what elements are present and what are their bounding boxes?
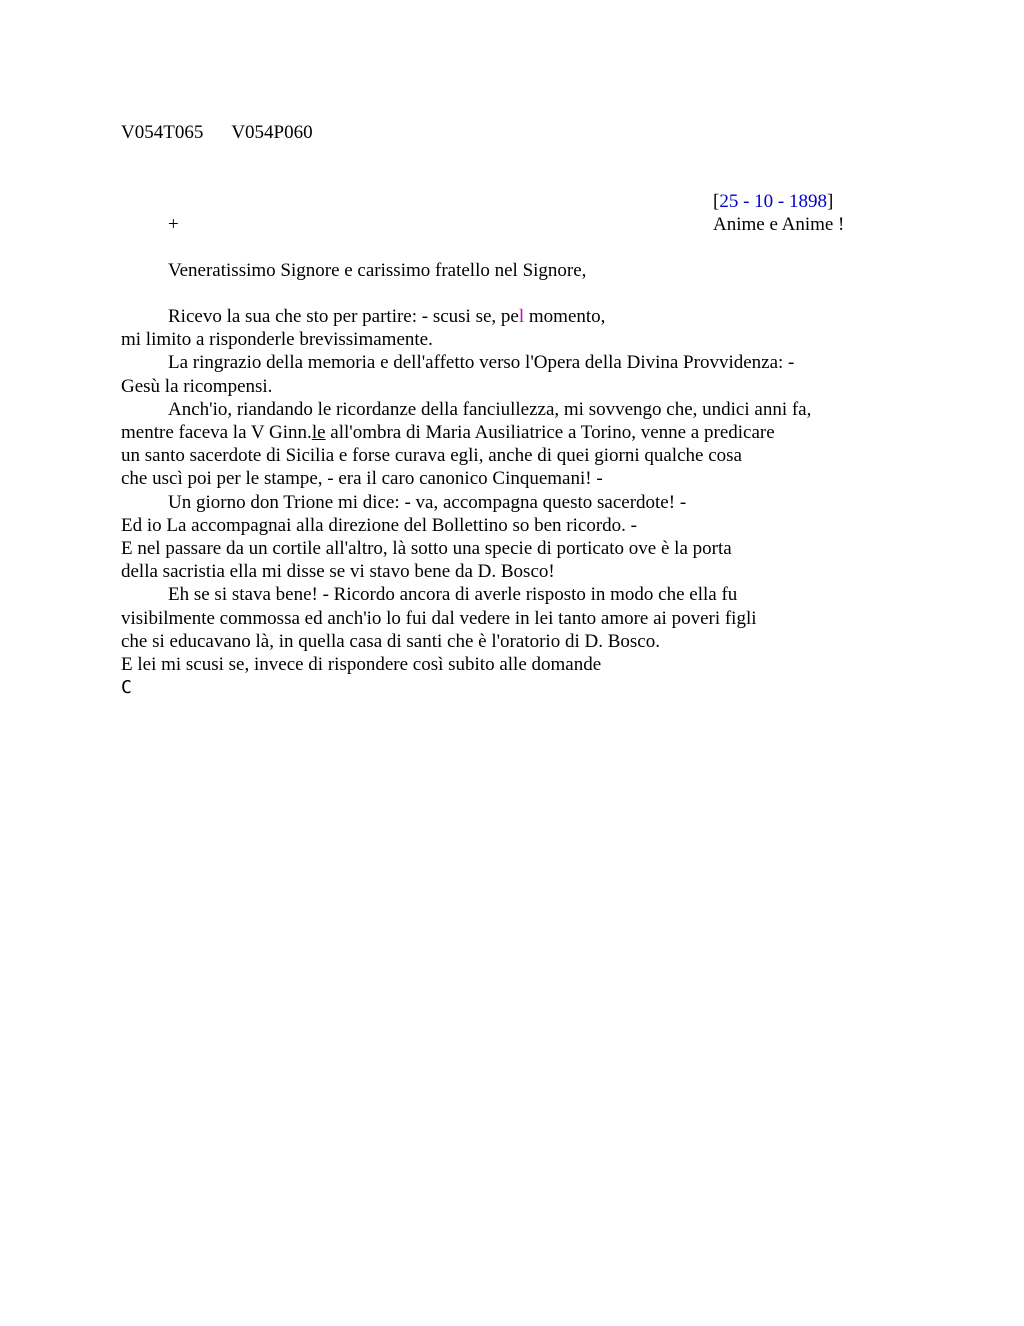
body-line xyxy=(121,305,881,328)
body-line: Un giorno don Trione mi dice: - va, accompagna questo sacerdote! - xyxy=(168,491,687,513)
header-codes xyxy=(121,121,313,144)
body-text-segment: Ricevo la sua che sto per partire: - scusi se, pe xyxy=(168,306,519,327)
body-line: E lei mi scusi se, invece di rispondere così subito alle domande xyxy=(121,654,602,676)
body-line: Gesù la ricompensi. xyxy=(121,375,273,397)
volume-page-code: V054P060 xyxy=(231,122,313,143)
letter-subtitle: Anime e Anime ! xyxy=(713,214,845,235)
body-line: che uscì poi per le stampe, - era il caro canonico Cinquemani! - xyxy=(121,468,603,490)
cross-mark: + xyxy=(168,214,179,235)
body-line xyxy=(121,421,881,444)
body-line: un santo sacerdote di Sicilia e forse curava egli, anche di quei giorni qualche cosa xyxy=(121,445,742,467)
body-text-segment: all'ombra di Maria Ausiliatrice a Torino, venne a predicare xyxy=(325,422,775,444)
body-line: La ringrazio della memoria e dell'affetto verso l'Opera della Divina Provvidenza: - xyxy=(168,352,795,374)
date-block xyxy=(713,190,844,236)
volume-text-code: V054T065 xyxy=(121,122,204,143)
body-text-segment: mentre faceva la V Ginn. xyxy=(121,422,312,444)
body-line: mi limito a risponderle brevissimamente. xyxy=(121,329,433,351)
date-close-bracket: ] xyxy=(826,191,834,212)
body-text-segment: momento, xyxy=(524,306,606,327)
letter-date-line xyxy=(713,190,844,213)
body-line: E nel passare da un cortile all'altro, là sotto una specie di porticato ove è la porta xyxy=(121,538,732,560)
underlined-superscript: le xyxy=(311,422,326,444)
date-open-bracket: [ xyxy=(713,191,720,212)
body-line: visibilmente commossa ed anch'io lo fui dal vedere in lei tanto amore ai poveri figli xyxy=(121,607,757,629)
body-line: che si educavano là, in quella casa di santi che è l'oratorio di D. Bosco. xyxy=(121,630,660,652)
body-line: della sacristia ella mi disse se vi stavo bene da D. Bosco! xyxy=(121,561,555,583)
body-line: Eh se si stava bene! - Ricordo ancora di averle risposto in modo che ella fu xyxy=(168,584,738,606)
body-line: Ed io La accompagnai alla direzione del Bollettino so ben ricordo. - xyxy=(121,514,637,536)
letter-body xyxy=(121,305,881,699)
continuation-mark: C xyxy=(121,677,132,699)
highlighted-letter: l xyxy=(518,306,525,327)
letter-date[interactable]: 25 - 10 - 1898 xyxy=(719,191,827,212)
letter-greeting: Veneratissimo Signore e carissimo fratello nel Signore, xyxy=(168,260,587,281)
body-line: Anch'io, riandando le ricordanze della fanciullezza, mi sovvengo che, undici anni fa, xyxy=(168,398,812,420)
